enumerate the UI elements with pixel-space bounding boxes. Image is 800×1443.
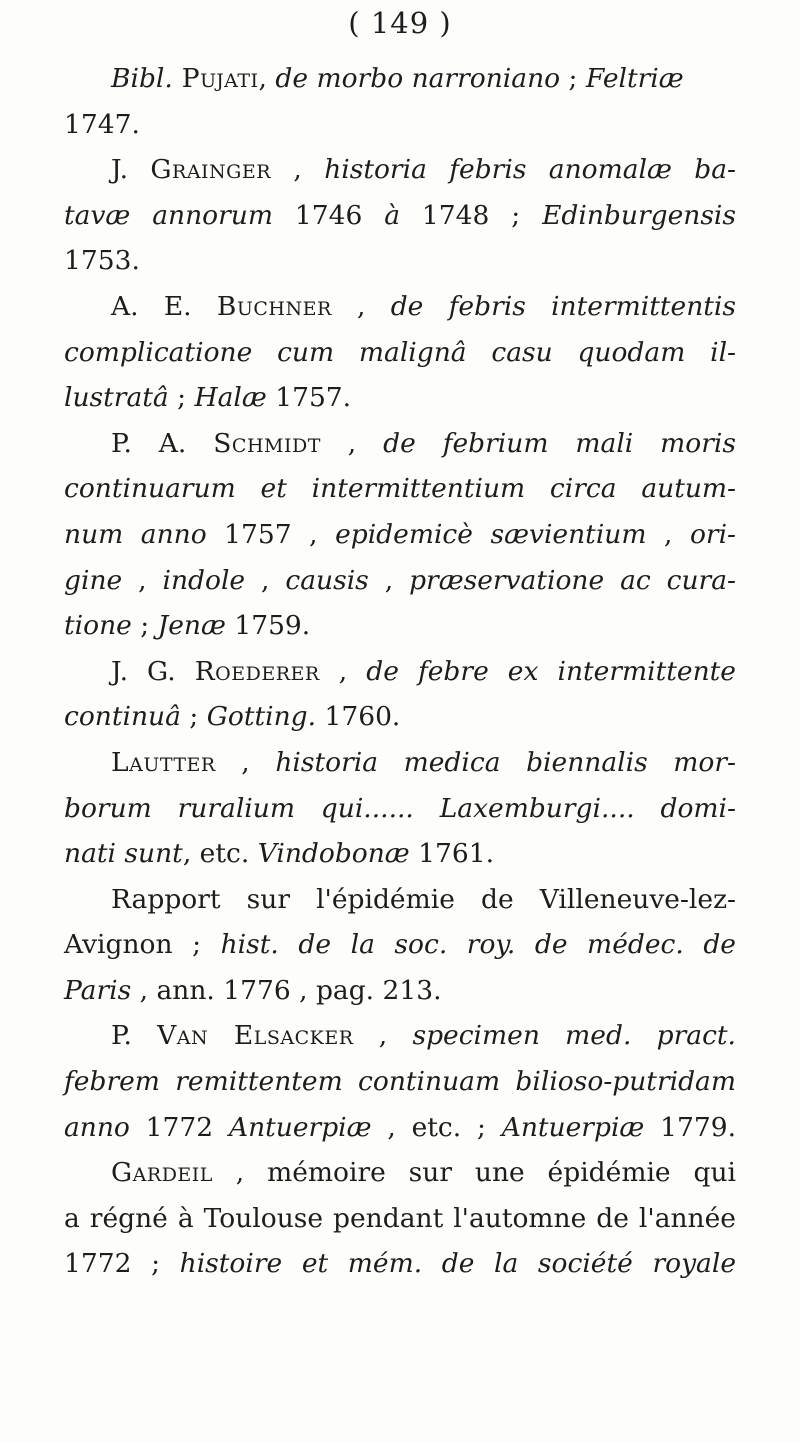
- text-line: [64, 512, 736, 558]
- text-line: [64, 740, 736, 786]
- italic-text: tavæ annorum: [64, 199, 273, 231]
- italic-text: Jenæ: [157, 610, 226, 642]
- italic-text: à: [384, 199, 401, 231]
- italic-text: Edinburgensis: [542, 199, 736, 231]
- text-line: [64, 284, 736, 330]
- roman-text: ,: [122, 564, 163, 596]
- roman-text: 1760.: [316, 701, 401, 733]
- italic-text: de febris intermittentis: [390, 290, 736, 322]
- roman-text: 1757 ,: [206, 518, 336, 550]
- italic-text: historia medica biennalis mor-: [275, 746, 736, 778]
- roman-text: , ann. 1776 , pag. 213.: [131, 974, 442, 1006]
- text-line: [64, 694, 736, 740]
- italic-text: de febre ex intermittente: [366, 655, 736, 687]
- italic-text: præservatione ac cura-: [409, 564, 736, 596]
- text-line: [64, 466, 736, 512]
- italic-text: de febrium mali moris: [383, 427, 736, 459]
- roman-text: J. G.: [111, 655, 195, 687]
- bibliography-text: [64, 56, 736, 1287]
- roman-text: 1746: [272, 199, 385, 231]
- roman-text: , mémoire sur une épidémie qui: [212, 1157, 736, 1189]
- roman-text: ,: [258, 63, 276, 94]
- italic-text: anno: [64, 1111, 130, 1143]
- text-line: [64, 238, 736, 284]
- roman-text: 1748 ;: [400, 199, 543, 231]
- text-line: [64, 877, 736, 923]
- italic-text: continuâ: [64, 701, 181, 733]
- text-line: [64, 558, 736, 604]
- roman-text: , etc. ;: [371, 1111, 502, 1143]
- roman-text: ,: [646, 518, 690, 550]
- italic-text: Gotting.: [206, 701, 317, 733]
- roman-text: ,: [331, 290, 391, 322]
- roman-text: ,: [215, 746, 276, 778]
- italic-text: Paris: [64, 974, 132, 1006]
- italic-text: gine: [64, 564, 123, 596]
- text-line: [64, 649, 736, 695]
- author-name: Roederer: [194, 655, 320, 687]
- roman-text: ,: [368, 564, 410, 596]
- italic-text: histoire et mém. de la société royale: [179, 1248, 736, 1280]
- roman-text: 1747.: [64, 108, 140, 140]
- text-line: [64, 1241, 736, 1287]
- author-name: Grainger: [150, 154, 272, 186]
- italic-text: febrem remittentem continuam bilioso-putridam: [64, 1066, 736, 1098]
- roman-text: Avignon ;: [64, 929, 221, 961]
- text-line: [64, 786, 736, 832]
- italic-text: epidemicè sævientium: [335, 518, 647, 550]
- roman-text: 1757.: [266, 382, 352, 414]
- text-line: [64, 1013, 736, 1059]
- roman-text: ;: [168, 382, 195, 414]
- text-line: [64, 1196, 736, 1242]
- roman-text: J.: [111, 154, 151, 186]
- author-name: Van Elsacker: [157, 1020, 354, 1052]
- italic-text: historia febris anomalæ ba-: [324, 154, 736, 186]
- roman-text: , etc.: [182, 838, 258, 870]
- roman-text: 1759.: [225, 610, 311, 642]
- italic-text: Antuerpiæ: [228, 1111, 372, 1143]
- roman-text: P.: [111, 1020, 158, 1052]
- roman-text: 1753.: [64, 245, 140, 277]
- author-name: Schmidt: [213, 427, 321, 459]
- italic-text: ori-: [689, 518, 737, 550]
- text-line: [64, 968, 736, 1014]
- roman-text: Rapport sur l'épidémie de Villeneuve-lez-: [111, 883, 736, 915]
- text-line: [64, 193, 736, 239]
- italic-text: indole: [162, 564, 246, 596]
- roman-text: P. A.: [111, 427, 214, 459]
- text-line: [64, 375, 736, 421]
- text-line: [64, 56, 736, 102]
- roman-text: ,: [271, 154, 325, 186]
- text-line: [64, 102, 736, 148]
- roman-text: 1772 ;: [64, 1248, 180, 1280]
- text-line: [64, 922, 736, 968]
- roman-text: a régné à Toulouse pendant l'automne de l'année: [64, 1202, 736, 1234]
- text-line: [64, 421, 736, 467]
- italic-text: lustratâ: [64, 382, 169, 414]
- text-line: [64, 831, 736, 877]
- italic-text: Vindobonæ: [257, 838, 410, 870]
- roman-text: ;: [180, 701, 207, 733]
- italic-text: Antuerpiæ: [501, 1111, 645, 1143]
- text-line: [64, 1150, 736, 1196]
- roman-text: ,: [353, 1020, 413, 1052]
- author-name: Buchner: [216, 290, 332, 322]
- italic-text: num anno: [64, 518, 207, 550]
- text-line: [64, 1105, 736, 1151]
- text-line: [64, 1059, 736, 1105]
- italic-text: borum ruralium qui...... Laxemburgi.... domi-: [64, 792, 736, 824]
- roman-text: ;: [131, 610, 158, 642]
- italic-text: de morbo narroniano: [275, 63, 561, 94]
- author-name: Gardeil: [111, 1157, 213, 1189]
- italic-text: complicatione cum malignâ casu quodam il-: [64, 336, 736, 368]
- italic-text: nati sunt: [64, 838, 183, 870]
- roman-text: 1761.: [409, 838, 495, 870]
- italic-text: continuarum et intermittentium circa autum-: [64, 473, 736, 505]
- italic-text: specimen med. pract.: [412, 1020, 736, 1052]
- italic-text: Bibl.: [111, 63, 173, 94]
- text-line: [64, 603, 736, 649]
- text-line: [64, 147, 736, 193]
- roman-text: ,: [245, 564, 286, 596]
- roman-text: ;: [560, 63, 586, 94]
- italic-text: causis: [285, 564, 369, 596]
- author-name: Pujati: [172, 63, 259, 94]
- roman-text: A. E.: [111, 290, 217, 322]
- roman-text: 1779.: [644, 1111, 736, 1143]
- page-number: ( 149 ): [348, 6, 452, 40]
- italic-text: Feltriæ: [585, 63, 684, 94]
- italic-text: hist. de la soc. roy. de médec. de: [220, 929, 736, 961]
- italic-text: Halæ: [194, 382, 267, 414]
- author-name: Lautter: [111, 746, 216, 778]
- roman-text: 1772: [129, 1111, 229, 1143]
- roman-text: ,: [319, 655, 367, 687]
- roman-text: ,: [320, 427, 384, 459]
- text-line: [64, 330, 736, 376]
- italic-text: tione: [64, 610, 132, 642]
